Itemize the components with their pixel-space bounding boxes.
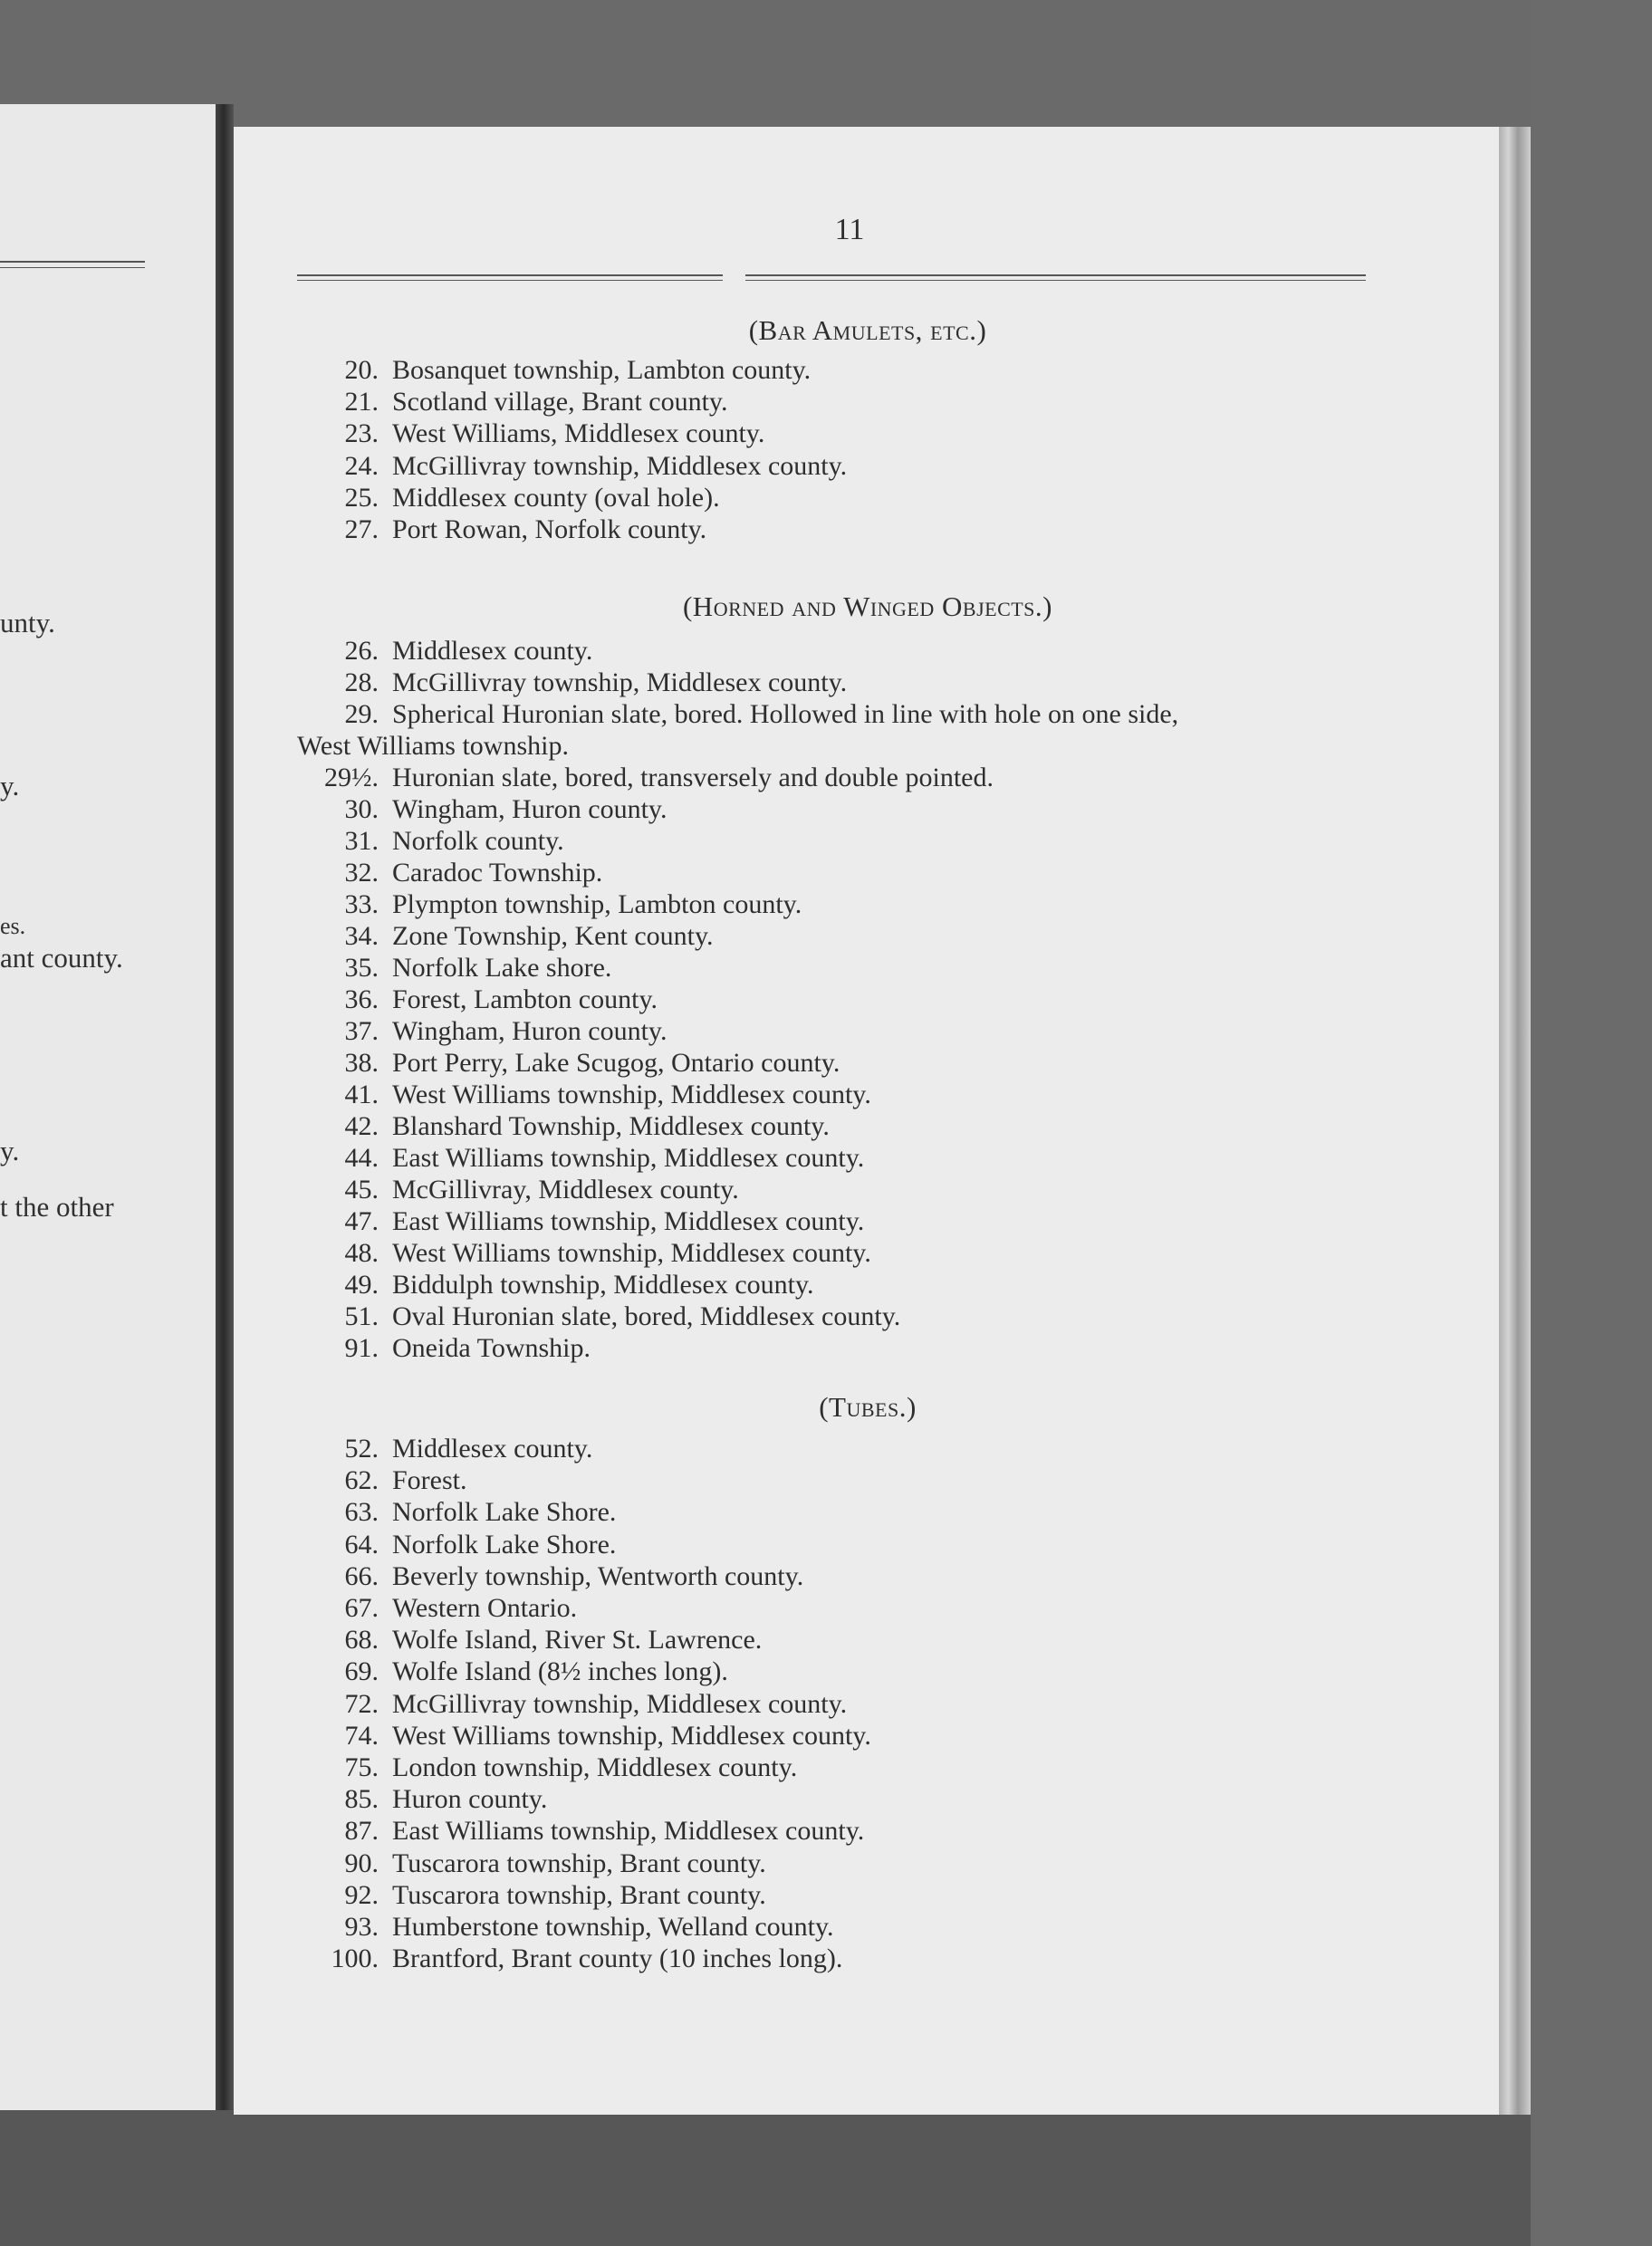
item-number: 29½.: [324, 763, 379, 792]
item-text: West Williams township, Middlesex county.: [392, 1080, 871, 1109]
item-number: 30.: [344, 794, 379, 824]
left-page-fragment: y.: [0, 1135, 20, 1166]
item-number: 26.: [344, 636, 379, 666]
book-page: [234, 127, 1502, 2115]
item-text: Tuscarora township, Brant county.: [392, 1879, 766, 1910]
page-number: 11: [834, 213, 865, 246]
item-number: 74.: [344, 1720, 379, 1751]
left-facing-page: [0, 104, 216, 2110]
item-number: 38.: [344, 1048, 379, 1078]
section-heading: (Horned and Winged Objects.): [682, 590, 1052, 622]
item-number: 91.: [344, 1333, 379, 1363]
item-text: Norfolk Lake shore.: [392, 953, 612, 983]
item-number: 92.: [344, 1879, 379, 1910]
scan-background-bottom: [0, 2110, 1652, 2246]
item-text: Norfolk Lake Shore.: [392, 1497, 617, 1528]
item-text: Port Perry, Lake Scugog, Ontario county.: [392, 1048, 840, 1078]
header-rule: [297, 274, 1588, 282]
item-text: West Williams, Middlesex county.: [392, 418, 765, 449]
item-number: 23.: [344, 418, 379, 449]
item-number: 36.: [344, 984, 379, 1014]
item-number: 27.: [344, 514, 379, 544]
item-number: 25.: [344, 482, 379, 513]
item-text: East Williams township, Middlesex county.: [392, 1206, 865, 1236]
item-number: 34.: [344, 921, 379, 951]
item-text: Western Ontario.: [392, 1593, 578, 1623]
scan-background-top: [0, 0, 1652, 127]
item-number: 28.: [344, 667, 379, 697]
item-text: Bosanquet township, Lambton county.: [392, 355, 812, 385]
item-number: 21.: [344, 387, 379, 418]
item-text: Wingham, Huron county.: [392, 794, 668, 824]
item-number: 85.: [344, 1784, 379, 1815]
item-text: Wolfe Island, River St. Lawrence.: [392, 1625, 763, 1656]
item-number: 63.: [344, 1497, 379, 1528]
item-text: West Williams township, Middlesex county.: [392, 1720, 871, 1751]
item-text: Norfolk county.: [392, 826, 564, 856]
item-text: Humberstone township, Welland county.: [392, 1912, 834, 1942]
left-page-fragment: es.: [0, 913, 26, 939]
item-text: Caradoc Township.: [392, 858, 603, 888]
item-text: McGillivray township, Middlesex county.: [392, 1688, 848, 1719]
item-text: Zone Township, Kent county.: [392, 921, 714, 951]
item-number: 64.: [344, 1529, 379, 1560]
item-number: 48.: [344, 1238, 379, 1268]
section-heading: (Bar Amulets, etc.): [748, 314, 987, 346]
scan-background-right: [1531, 0, 1652, 2246]
item-text: Spherical Huronian slate, bored. Hollowed in line with hole on one side,: [392, 699, 1179, 729]
left-page-rule: [0, 267, 145, 268]
item-text: Tuscarora township, Brant county.: [392, 1848, 766, 1878]
item-number: 90.: [344, 1848, 379, 1878]
item-number: 87.: [344, 1816, 379, 1847]
item-text: Norfolk Lake Shore.: [392, 1529, 617, 1560]
item-text: London township, Middlesex county.: [392, 1752, 798, 1782]
item-text: Blanshard Township, Middlesex county.: [392, 1111, 830, 1141]
item-text: McGillivray, Middlesex county.: [392, 1175, 739, 1205]
item-number: 51.: [344, 1301, 379, 1331]
item-text: Middlesex county.: [392, 636, 593, 666]
left-page-rule: [0, 261, 145, 263]
item-text: McGillivray township, Middlesex county.: [392, 667, 848, 697]
item-text: West Williams township, Middlesex county.: [392, 1238, 871, 1268]
item-text: McGillivray township, Middlesex county.: [392, 450, 848, 481]
item-text: Wolfe Island (8½ inches long).: [392, 1656, 728, 1687]
item-number: 24.: [344, 450, 379, 481]
item-number: 72.: [344, 1688, 379, 1719]
left-page-fragment: unty.: [0, 607, 55, 638]
item-number: 47.: [344, 1206, 379, 1236]
item-text: East Williams township, Middlesex county.: [392, 1143, 865, 1173]
item-text: Plympton township, Lambton county.: [392, 889, 802, 919]
item-text: Biddulph township, Middlesex county.: [392, 1270, 814, 1300]
left-page-fragment: t the other: [0, 1191, 114, 1223]
item-text: Beverly township, Wentworth county.: [392, 1560, 804, 1591]
item-text: Middlesex county (oval hole).: [392, 482, 720, 513]
item-text: Brantford, Brant county (10 inches long).: [392, 1944, 843, 1974]
item-number: 69.: [344, 1656, 379, 1687]
item-number: 100.: [331, 1944, 379, 1974]
item-text: Port Rowan, Norfolk county.: [392, 514, 707, 544]
item-number: 29.: [344, 699, 379, 729]
item-number: 52.: [344, 1434, 379, 1464]
item-number: 44.: [344, 1143, 379, 1173]
item-text: Scotland village, Brant county.: [392, 387, 728, 418]
item-number: 35.: [344, 953, 379, 983]
left-page-fragment: y.: [0, 770, 20, 801]
left-page-fragment: ant county.: [0, 942, 123, 974]
item-number: 45.: [344, 1175, 379, 1205]
item-number: 31.: [344, 826, 379, 856]
item-number: 66.: [344, 1560, 379, 1591]
item-number: 67.: [344, 1593, 379, 1623]
item-text: Wingham, Huron county.: [392, 1016, 668, 1046]
item-number: 41.: [344, 1080, 379, 1109]
item-text: Oneida Township.: [392, 1333, 591, 1363]
item-continuation: West Williams township.: [297, 731, 569, 761]
item-number: 68.: [344, 1625, 379, 1656]
item-text: East Williams township, Middlesex county.: [392, 1816, 865, 1847]
item-number: 20.: [344, 355, 379, 385]
item-text: Middlesex county.: [392, 1434, 593, 1464]
item-number: 62.: [344, 1465, 379, 1496]
item-text: Huron county.: [392, 1784, 548, 1815]
item-number: 75.: [344, 1752, 379, 1782]
item-text: Forest.: [392, 1465, 467, 1496]
item-number: 49.: [344, 1270, 379, 1300]
item-number: 33.: [344, 889, 379, 919]
item-number: 42.: [344, 1111, 379, 1141]
item-text: Forest, Lambton county.: [392, 984, 658, 1014]
item-text: Oval Huronian slate, bored, Middlesex county.: [392, 1301, 901, 1331]
item-number: 93.: [344, 1912, 379, 1942]
item-number: 32.: [344, 858, 379, 888]
section-heading: (Tubes.): [819, 1391, 917, 1423]
book-gutter: [216, 104, 234, 2110]
item-number: 37.: [344, 1016, 379, 1046]
item-text: Huronian slate, bored, transversely and double pointed.: [392, 763, 994, 792]
page-edge: [1499, 127, 1531, 2115]
